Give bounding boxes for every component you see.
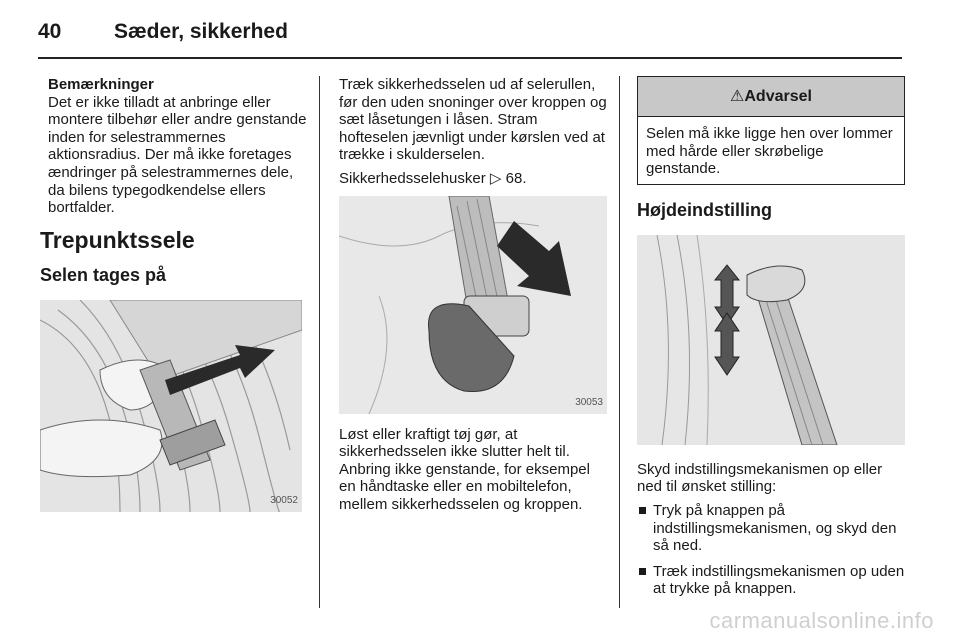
warning-box (637, 76, 905, 185)
warning-text: Selen må ikke ligge hen over lommer med hårde eller skrøbelige genstande. (646, 125, 893, 178)
figure-buckle (339, 196, 607, 414)
note-heading: Bemærkninger (48, 76, 154, 93)
column-1 (40, 76, 310, 512)
note-text: Det er ikke tilladt at anbringe eller montere tilbehør eller andre genstande inden for selestrammernes aktionsradius. Der må ikke foretages ændringer på selestrammernes dele, da bilens typegodkendelse ellers bortfalder. (48, 93, 307, 217)
section-heading: Trepunktssele (40, 226, 195, 253)
buckle-illustration (339, 196, 607, 414)
list-item: Tryk på knappen på indstillingsmekanismen, og skyd den så ned. (637, 502, 905, 555)
paragraph: Skyd indstillingsmekanismen op eller ned til ønsket stilling: (637, 460, 883, 496)
paragraph: Løst eller kraftigt tøj gør, at sikkerhedsselen ikke slutter helt til. Anbring ikke genstande, for eksempel en håndtaske eller en mobiltelefon, mellem sikkerhedsselen og kroppen. (339, 425, 590, 513)
paragraph: Træk sikkerhedsselen ud af selerullen, før den uden snoninger over kroppen og sæt låsetungen i låsen. Stram hofteselen jævnligt under kørslen ved at trække i skulderselen. (339, 76, 607, 164)
warning-title: Advarsel (744, 88, 812, 105)
header-rule (38, 57, 902, 59)
column-divider (619, 76, 620, 608)
page-number: 40 (38, 20, 62, 43)
watermark: carmanualsonline.info (709, 608, 934, 633)
figure-fasten-belt (40, 300, 302, 512)
reminder-reference: Sikkerhedsselehusker ▷ 68. (339, 169, 527, 187)
page-title: Sæder, sikkerhed (114, 20, 288, 43)
warning-header (638, 77, 904, 117)
fasten-belt-illustration (40, 300, 302, 512)
reference-arrow-icon: ▷ (489, 169, 502, 187)
column-divider (319, 76, 320, 608)
figure-number: 30053 (575, 396, 603, 408)
height-adjuster-illustration (637, 235, 905, 445)
figure-height-adjust (637, 235, 905, 445)
bullet-list (637, 502, 905, 598)
list-item: Træk indstillingsmekanismen op uden at trykke på knappen. (637, 563, 905, 598)
column-3 (637, 76, 905, 606)
section-heading: Højdeindstilling (637, 199, 772, 220)
column-2 (339, 76, 607, 520)
figure-number: 30052 (270, 495, 298, 507)
warning-icon: ⚠ (730, 88, 745, 105)
subheading: Selen tages på (40, 264, 167, 285)
